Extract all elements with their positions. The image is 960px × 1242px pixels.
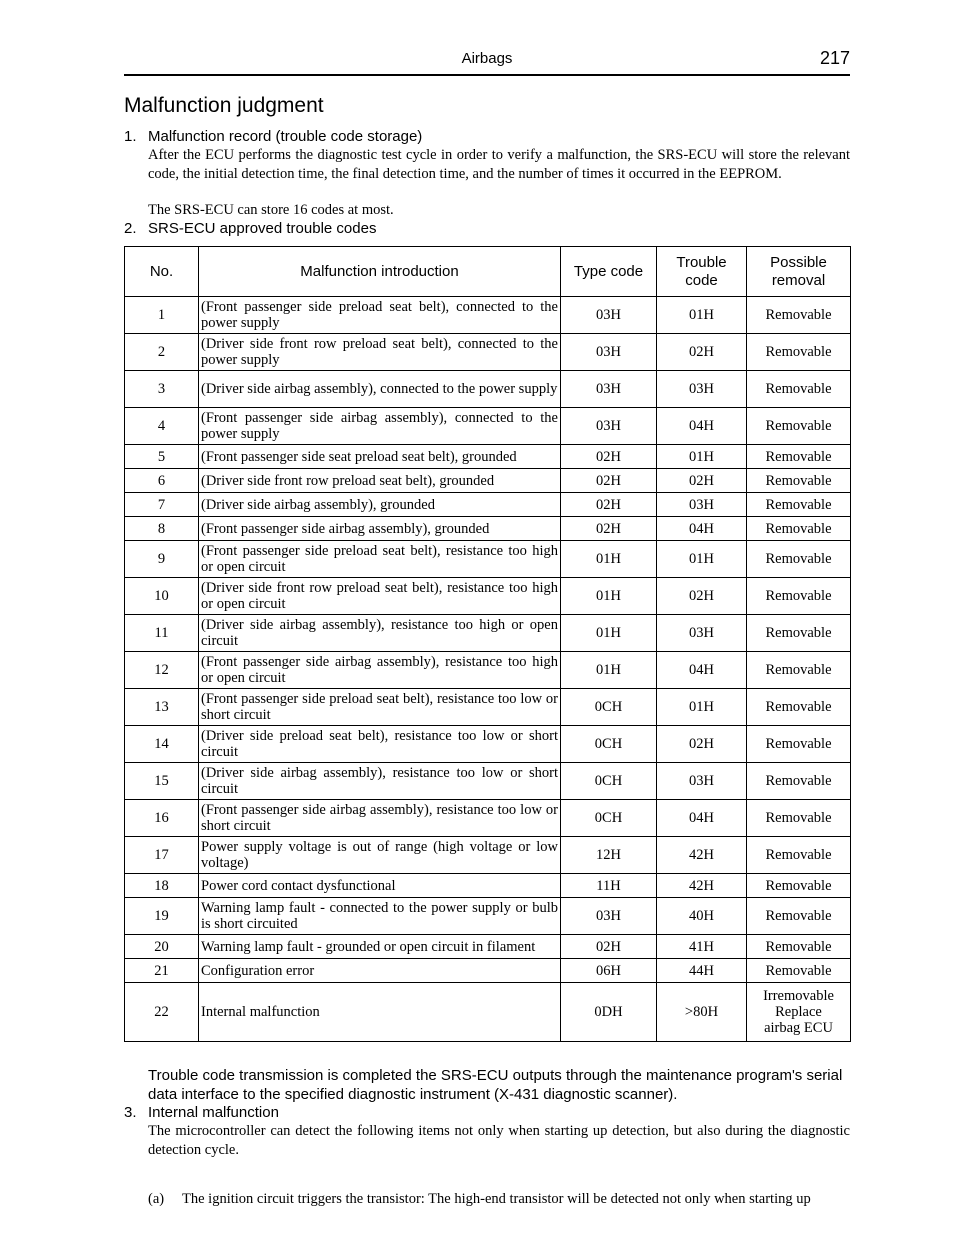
transmission-note: Trouble code transmission is completed the SRS-ECU outputs through the maintenance program's serial data interface to the specified diagnostic instrument (X-431 diagnostic scanner).	[148, 1067, 843, 1103]
row-type-code: 01H	[561, 578, 657, 615]
item-3-paragraph: The microcontroller can detect the following items not only when starting up detection, but also during the diagnostic detection cycle.	[148, 1123, 850, 1158]
row-trouble-code: 03H	[657, 371, 747, 408]
row-description: (Driver side front row preload seat belt), connected to the power supply	[199, 334, 561, 371]
table-row	[125, 652, 851, 689]
item-2-heading	[124, 220, 376, 237]
row-number: 10	[125, 578, 199, 615]
row-removal: Removable	[747, 898, 851, 935]
row-number: 8	[125, 517, 199, 541]
row-number: 15	[125, 763, 199, 800]
row-trouble-code: 01H	[657, 445, 747, 469]
row-number: 13	[125, 689, 199, 726]
row-type-code: 0DH	[561, 983, 657, 1042]
row-removal: Removable	[747, 800, 851, 837]
header-title: Airbags	[461, 50, 513, 67]
row-type-code: 02H	[561, 445, 657, 469]
row-removal: Removable	[747, 371, 851, 408]
row-description: (Front passenger side preload seat belt), resistance too low or short circuit	[199, 689, 561, 726]
table-header-row	[125, 247, 851, 297]
row-removal: Removable	[747, 959, 851, 983]
page-header	[124, 50, 850, 72]
row-description: (Driver side airbag assembly), resistance too low or short circuit	[199, 763, 561, 800]
row-removal: Removable	[747, 297, 851, 334]
row-removal: Removable	[747, 541, 851, 578]
table-row	[125, 541, 851, 578]
sub-item-a-label: (a)	[148, 1191, 165, 1207]
row-removal	[747, 983, 851, 1042]
table-row	[125, 517, 851, 541]
row-removal: Removable	[747, 493, 851, 517]
row-number: 3	[125, 371, 199, 408]
row-trouble-code: 01H	[657, 541, 747, 578]
row-removal: Removable	[747, 578, 851, 615]
row-description: (Driver side airbag assembly), connected to the power supply	[199, 371, 561, 408]
table-row	[125, 578, 851, 615]
row-removal: Removable	[747, 615, 851, 652]
row-type-code: 0CH	[561, 763, 657, 800]
row-description: (Driver side front row preload seat belt), grounded	[199, 469, 561, 493]
table-row	[125, 763, 851, 800]
table-body	[125, 297, 851, 1042]
row-description: Warning lamp fault - grounded or open circuit in filament	[199, 935, 561, 959]
row-type-code: 03H	[561, 898, 657, 935]
row-description: (Front passenger side preload seat belt), connected to the power supply	[199, 297, 561, 334]
row-type-code: 02H	[561, 517, 657, 541]
row-number: 2	[125, 334, 199, 371]
row-trouble-code: 01H	[657, 689, 747, 726]
row-trouble-code: 03H	[657, 493, 747, 517]
table-row	[125, 493, 851, 517]
sub-item-a	[148, 1190, 850, 1208]
row-number: 7	[125, 493, 199, 517]
item-3-heading	[124, 1104, 279, 1121]
row-type-code: 06H	[561, 959, 657, 983]
row-trouble-code: 03H	[657, 763, 747, 800]
row-description: (Driver side preload seat belt), resistance too low or short circuit	[199, 726, 561, 763]
table-row	[125, 371, 851, 408]
row-description: (Front passenger side preload seat belt), resistance too high or open circuit	[199, 541, 561, 578]
row-number: 22	[125, 983, 199, 1042]
item-1-heading	[124, 128, 422, 145]
item-2-number: 2.	[124, 220, 137, 237]
row-type-code: 11H	[561, 874, 657, 898]
row-removal: Removable	[747, 689, 851, 726]
item-2-title: SRS-ECU approved trouble codes	[148, 220, 377, 237]
header-malfunction: Malfunction introduction	[199, 247, 561, 297]
row-trouble-code: 44H	[657, 959, 747, 983]
page-number: 217	[819, 48, 850, 68]
table-row	[125, 935, 851, 959]
row-type-code: 12H	[561, 837, 657, 874]
header-trouble-code: Trouble code	[657, 247, 747, 297]
row-description: (Front passenger side seat preload seat belt), grounded	[199, 445, 561, 469]
row-removal: Removable	[747, 652, 851, 689]
table-row	[125, 469, 851, 493]
row-type-code: 01H	[561, 615, 657, 652]
row-removal: Removable	[747, 469, 851, 493]
row-type-code: 0CH	[561, 800, 657, 837]
item-1-note: The SRS-ECU can store 16 codes at most.	[148, 202, 394, 218]
item-3-number: 3.	[124, 1104, 137, 1121]
row-type-code: 0CH	[561, 689, 657, 726]
section-heading: Malfunction judgment	[124, 94, 324, 117]
row-trouble-code: 42H	[657, 837, 747, 874]
row-removal: Removable	[747, 408, 851, 445]
row-description: Power cord contact dysfunctional	[199, 874, 561, 898]
row-type-code: 03H	[561, 334, 657, 371]
row-removal: Removable	[747, 517, 851, 541]
sub-item-a-text: The ignition circuit triggers the transistor: The high-end transistor will be detected not only when starting up	[182, 1191, 811, 1207]
row-trouble-code: 02H	[657, 578, 747, 615]
row-trouble-code: 40H	[657, 898, 747, 935]
row-trouble-code: >80H	[657, 983, 747, 1042]
item-1-title: Malfunction record (trouble code storage)	[148, 128, 423, 145]
table-row	[125, 983, 851, 1042]
row-trouble-code: 42H	[657, 874, 747, 898]
row-description: Warning lamp fault - connected to the power supply or bulb is short circuited	[199, 898, 561, 935]
row-trouble-code: 03H	[657, 615, 747, 652]
row-number: 12	[125, 652, 199, 689]
row-number: 17	[125, 837, 199, 874]
table-row	[125, 959, 851, 983]
row-number: 1	[125, 297, 199, 334]
row-description: (Front passenger side airbag assembly), resistance too high or open circuit	[199, 652, 561, 689]
row-type-code: 01H	[561, 541, 657, 578]
header-no: No.	[125, 247, 199, 297]
item-1-paragraph: After the ECU performs the diagnostic test cycle in order to verify a malfunction, the SRS-ECU will store the relevant code, the initial detection time, the final detection time, and the number of times it occurred in the EEPROM.	[148, 147, 850, 182]
table-row	[125, 445, 851, 469]
item-3-title: Internal malfunction	[148, 1104, 279, 1121]
header-rule	[124, 74, 850, 76]
row-type-code: 03H	[561, 408, 657, 445]
row-trouble-code: 04H	[657, 408, 747, 445]
row-trouble-code: 01H	[657, 297, 747, 334]
row-number: 9	[125, 541, 199, 578]
table-row	[125, 874, 851, 898]
row-removal: Removable	[747, 763, 851, 800]
header-type-code: Type code	[561, 247, 657, 297]
row-description: (Driver side airbag assembly), grounded	[199, 493, 561, 517]
row-description: (Front passenger side airbag assembly), grounded	[199, 517, 561, 541]
row-number: 20	[125, 935, 199, 959]
row-type-code: 03H	[561, 297, 657, 334]
table-row	[125, 408, 851, 445]
row-description: (Front passenger side airbag assembly), resistance too low or short circuit	[199, 800, 561, 837]
trouble-code-table	[124, 246, 851, 1042]
row-removal: Removable	[747, 334, 851, 371]
table-row	[125, 297, 851, 334]
row-type-code: 02H	[561, 469, 657, 493]
row-type-code: 01H	[561, 652, 657, 689]
table-row	[125, 898, 851, 935]
row-number: 4	[125, 408, 199, 445]
row-number: 19	[125, 898, 199, 935]
row-type-code: 03H	[561, 371, 657, 408]
row-removal: Removable	[747, 837, 851, 874]
row-removal: Removable	[747, 874, 851, 898]
table-row	[125, 615, 851, 652]
row-description: (Driver side front row preload seat belt), resistance too high or open circuit	[199, 578, 561, 615]
table-row	[125, 837, 851, 874]
row-trouble-code: 41H	[657, 935, 747, 959]
item-1-number: 1.	[124, 128, 137, 145]
row-description: (Driver side airbag assembly), resistance too high or open circuit	[199, 615, 561, 652]
row-type-code: 02H	[561, 935, 657, 959]
row-number: 16	[125, 800, 199, 837]
table-row	[125, 726, 851, 763]
removal-line: Irremovable	[763, 988, 834, 1004]
row-number: 6	[125, 469, 199, 493]
removal-line: airbag ECU	[764, 1020, 833, 1036]
row-number: 21	[125, 959, 199, 983]
row-type-code: 02H	[561, 493, 657, 517]
row-trouble-code: 04H	[657, 800, 747, 837]
header-possible-removal: Possible removal	[747, 247, 851, 297]
row-number: 5	[125, 445, 199, 469]
row-type-code: 0CH	[561, 726, 657, 763]
row-description: (Front passenger side airbag assembly), connected to the power supply	[199, 408, 561, 445]
row-number: 11	[125, 615, 199, 652]
row-trouble-code: 02H	[657, 469, 747, 493]
row-trouble-code: 02H	[657, 334, 747, 371]
row-removal: Removable	[747, 445, 851, 469]
table-row	[125, 689, 851, 726]
row-removal: Removable	[747, 935, 851, 959]
table-row	[125, 800, 851, 837]
row-description: Internal malfunction	[199, 983, 561, 1042]
row-trouble-code: 02H	[657, 726, 747, 763]
row-description: Power supply voltage is out of range (high voltage or low voltage)	[199, 837, 561, 874]
table-row	[125, 334, 851, 371]
row-removal: Removable	[747, 726, 851, 763]
row-trouble-code: 04H	[657, 517, 747, 541]
row-number: 14	[125, 726, 199, 763]
row-number: 18	[125, 874, 199, 898]
removal-line: Replace	[775, 1004, 822, 1020]
row-description: Configuration error	[199, 959, 561, 983]
row-trouble-code: 04H	[657, 652, 747, 689]
